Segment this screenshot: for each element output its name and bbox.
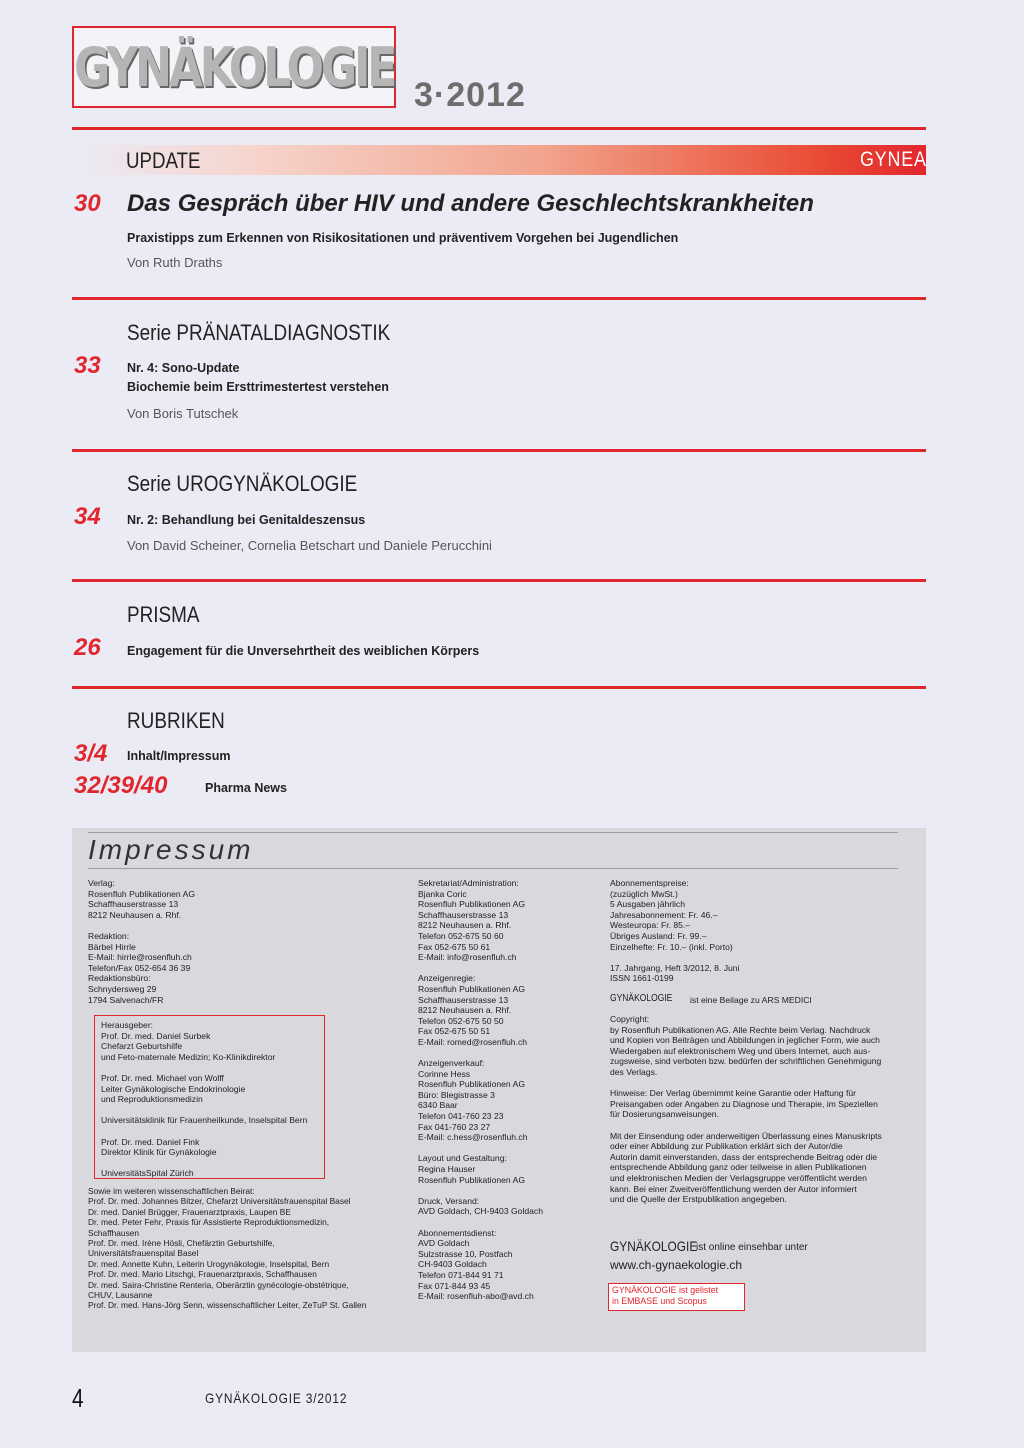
- impressum-title: Impressum: [88, 834, 254, 865]
- article-title[interactable]: Das Gespräch über HIV und andere Geschlechtskrankheiten: [127, 190, 814, 217]
- rubrik-label[interactable]: Pharma News: [205, 781, 287, 795]
- gynea-tag: GYNEA: [860, 148, 927, 171]
- article-subtitle: Biochemie beim Ersttrimestertest verstehen: [127, 380, 389, 394]
- listed-badge: GYNÄKOLOGIE ist gelistet in EMBASE und Scopus: [608, 1283, 745, 1311]
- section-update: UPDATE: [126, 148, 201, 173]
- impressum-verlag: Verlag: Rosenfluh Publikationen AG Schaffhauserstrasse 13 8212 Neuhausen a. Rhf. Redaktion: Bärbel Hirrle E-Mail: hirrle@rosenfluh.ch Telefon/Fax 052-654 36 39 Redaktionsbüro: Schnydersweg 29 1794 Salvenach/FR: [88, 878, 196, 1005]
- impressum-abonnement: Abonnementspreise: (zuzüglich MwSt.) 5 Ausgaben jährlich Jahresabonnement: Fr. 46.– Westeuropa: Fr. 85.– Übriges Ausland: Fr. 99.– Einzelhefte: Fr. 10.– (inkl. Porto) 17. Jahrgang, Heft 3/2012, 8. Juni ISSN 1661-0199: [610, 878, 740, 984]
- journal-logo: [72, 26, 396, 108]
- website-link[interactable]: www.ch-gynaekologie.ch: [610, 1258, 743, 1272]
- section-prisma: PRISMA: [127, 602, 200, 627]
- rubrik-label[interactable]: Inhalt/Impressum: [127, 749, 231, 763]
- page-number[interactable]: 33: [74, 352, 101, 379]
- section-rubriken: RUBRIKEN: [127, 708, 225, 733]
- beilage-logo: GYNÄKOLOGIE: [610, 993, 673, 1004]
- page-number[interactable]: 3/4: [74, 740, 108, 767]
- page-number-footer: 4: [72, 1383, 84, 1413]
- divider: [72, 449, 926, 452]
- page-number[interactable]: 30: [74, 190, 101, 217]
- article-subtitle[interactable]: Nr. 2: Behandlung bei Genitaldeszensus: [127, 513, 366, 527]
- online-text: ist online einsehbar unter: [696, 1242, 808, 1253]
- page-number[interactable]: 26: [74, 634, 101, 661]
- article-author: Von David Scheiner, Cornelia Betschart und Daniele Perucchini: [127, 538, 492, 553]
- divider: [72, 127, 926, 130]
- impressum-administration: Sekretariat/Administration: Bjanka Coric Rosenfluh Publikationen AG Schaffhauserstrasse 13 8212 Neuhausen a. Rhf. Telefon 052-675 50 60 Fax 052-675 50 61 E-Mail: info@rosenfluh.ch Anzeigenregie: Rosenfluh Publikationen AG Schaffhauserstrasse 13 8212 Neuhausen a. Rhf. Telefon 052-675 50 50 Fax 052-675 50 51 E-Mail: romed@rosenfluh.ch Anzeigenverkauf: Corinne Hess Rosenfluh Publikationen AG Büro: Blegistrasse 3 6340 Baar Telefon 041-760 23 23 Fax 041-760 23 27 E-Mail: c.hess@rosenfluh.ch Layout und Gestaltung: Regina Hauser Rosenfluh Publikationen AG Druck, Versand: AVD Goldach, CH-9403 Goldach Abonnementsdienst: AVD Goldach Sulzstrasse 10, Postfach CH-9403 Goldach Telefon 071-844 91 71 Fax 071-844 93 45 E-Mail: rosenfluh-abo@avd.ch: [418, 878, 543, 1302]
- page-number[interactable]: 32/39/40: [74, 772, 168, 799]
- logo-text: GYNÄKOLOGIE: [73, 35, 395, 99]
- online-logo: GYNÄKOLOGIE: [610, 1238, 698, 1254]
- divider: [72, 686, 926, 689]
- footer-journal: GYNÄKOLOGIE 3/2012: [205, 1390, 348, 1406]
- article-subtitle[interactable]: Engagement für die Unversehrtheit des weiblichen Körpers: [127, 644, 480, 658]
- article-author: Von Ruth Draths: [127, 255, 223, 270]
- divider: [72, 579, 926, 582]
- section-urogynaekologie: Serie UROGYNÄKOLOGIE: [127, 471, 358, 496]
- impressum-copyright: Copyright: by Rosenfluh Publikationen AG. Alle Rechte beim Verlag. Nachdruck und Kopien von Beiträgen und Abbildungen in jeglicher Form, wie auch Wiedergaben auf elektronischem Weg und übers Internet, auch aus- zugsweise, sind verboten bzw. bedürfen der schriftlichen Genehmigung des Verlags. Hinweise: Der Verlag übernimmt keine Garantie oder Haftung für Preisangaben oder Angaben zu Diagnose und Therapie, im Speziellen für Dosierungsanweisungen. Mit der Einsendung oder anderweitigen Überlassung eines Manuskripts oder einer Abbildung zur Publikation erklärt sich der Autor/die Autorin damit einverstanden, dass der entsprechende Beitrag oder die entsprechende Abbildung ganz oder teilweise in allen Publikationen und elektronischen Medien der Verlagsgruppe veröffentlicht werden kann. Bei einer Zweitveröffentlichung werden der Autor informiert und die Quelle der Erstpublikation angegeben.: [610, 1014, 882, 1205]
- impressum-herausgeber: Herausgeber: Prof. Dr. med. Daniel Surbek Chefarzt Geburtshilfe und Feto-maternale Medizin; Ko-Klinikdirektor Prof. Dr. med. Michael von Wolff Leiter Gynäkologische Endokrinologie und Reproduktionsmedizin Universitätsklinik für Frauenheilkunde, Inselspital Bern Prof. Dr. med. Daniel Fink Direktor Klinik für Gynäkologie UniversitätsSpital Zürich: [101, 1020, 308, 1179]
- beilage-text: ist eine Beilage zu ARS MEDICI: [690, 995, 812, 1005]
- article-subtitle: Praxistipps zum Erkennen von Risikositationen und präventivem Vorgehen bei Jugendlichen: [127, 231, 679, 245]
- impressum-beirat: Sowie im weiteren wissenschaftlichen Beirat: Prof. Dr. med. Johannes Bitzer, Chefarzt Universitätsfrauenspital Basel Dr. med. Daniel Brügger, Frauenarztpraxis, Laupen BE Dr. med. Peter Fehr, Praxis für Assistierte Reproduktionsmedizin, Schaffhausen Prof. Dr. med. Irène Hösli, Chefärztin Geburtshilfe, Universitätsfrauenspital Basel Dr. med. Annette Kuhn, Leiterin Urogynäkologie, Inselspital, Bern Prof. Dr. med. Mario Litschgi, Frauenarztpraxis, Schaffhausen Dr. med. Saira-Christine Renteria, Oberärztin gynécologie-obstétrique, CHUV, Lausanne Prof. Dr. med. Hans-Jörg Senn, wissenschaftlicher Leiter, ZeTuP St. Gallen: [88, 1186, 367, 1311]
- divider: [88, 832, 898, 833]
- issue-number: 3·2012: [414, 76, 526, 114]
- article-subtitle[interactable]: Nr. 4: Sono-Update: [127, 361, 240, 375]
- page-number[interactable]: 34: [74, 503, 101, 530]
- article-author: Von Boris Tutschek: [127, 406, 239, 421]
- section-praenataldiagnostik: Serie PRÄNATALDIAGNOSTIK: [127, 320, 391, 345]
- divider: [88, 868, 898, 869]
- divider: [72, 297, 926, 300]
